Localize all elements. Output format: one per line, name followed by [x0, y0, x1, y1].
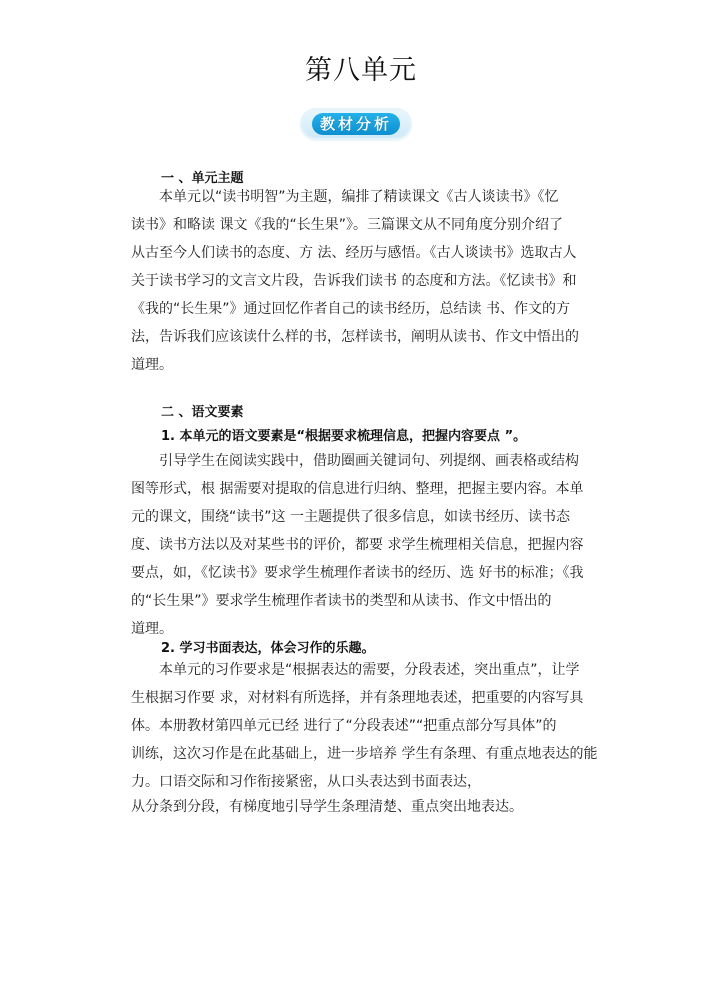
paragraph-line: 道理。 — [131, 357, 173, 373]
page-title: 第八单元 — [305, 55, 417, 86]
paragraph-line: 读书》和略读 课文《我的“长生果”》。三篇课文从不同角度分别介绍了 — [131, 217, 563, 233]
paragraph-line: 本单元的习作要求是“根据表达的需要，分段表述，突出重点”，让学 — [159, 662, 580, 678]
paragraph-line: 图等形式，根 据需要对提取的信息进行归纳、整理，把握主要内容。本单 — [131, 481, 584, 497]
paragraph-line: 体。本册教材第四单元已经 进行了“分段表述”“把重点部分写具体”的 — [131, 718, 557, 734]
paragraph-line: 的“长生果”》要求学生梳理作者读书的类型和从读书、作文中悟出的 — [131, 593, 552, 609]
paragraph-line: 道理。 — [131, 621, 173, 637]
section1-heading: 一 、单元主题 — [161, 171, 244, 186]
paragraph-line: 生根据习作要 求，对材料有所选择，并有条理地表述，把重要的内容写具 — [131, 690, 584, 706]
paragraph-line: 从古至今人们读书的态度、方 法、经历与感悟。《古人谈读书》选取古人 — [131, 245, 577, 261]
paragraph-line: 法，告诉我们应该读什么样的书，怎样读书，阐明从读书、作文中悟出的 — [131, 329, 579, 345]
paragraph-line: 《我的“长生果”》通过回忆作者自己的读书经历，总结读 书、作文的方 — [131, 301, 570, 317]
paragraph-line: 力。口语交际和习作衔接紧密，从口头表达到书面表达， — [131, 774, 481, 790]
paragraph-line: 要点，如，《忆读书》要求学生梳理作者读书的经历、选 好书的标准；《我 — [131, 565, 584, 581]
section2-heading: 二 、语文要素 — [161, 405, 244, 420]
subsection1-heading: 1. 本单元的语文要素是“根据要求梳理信息，把握内容要点 ”。 — [161, 429, 527, 444]
paragraph-line: 引导学生在阅读实践中，借助圈画关键词句、列提纲、画表格或结构 — [159, 453, 579, 469]
paragraph-line: 元的课文，围绕“读书”这 一主题提供了很多信息，如读书经历、读书态 — [131, 509, 570, 525]
paragraph-line: 关于读书学习的文言文片段，告诉我们读书 的态度和方法。《忆读书》和 — [131, 273, 577, 289]
paragraph-line: 本单元以“读书明智”为主题，编排了精读课文《古人谈读书》《忆 — [159, 189, 559, 205]
section-badge-label: 教材分析 — [312, 113, 400, 135]
subsection2-heading: 2. 学习书面表达，体会习作的乐趣。 — [161, 641, 375, 656]
paragraph-line: 度、读书方法以及对某些书的评价，都要 求学生梳理相关信息，把握内容 — [131, 537, 584, 553]
paragraph-line: 训练，这次习作是在此基础上，进一步培养 学生有条理、有重点地表达的能 — [131, 746, 598, 762]
paragraph-line: 从分条到分段，有梯度地引导学生条理清楚、重点突出地表达。 — [131, 799, 523, 815]
section-badge — [302, 110, 410, 138]
